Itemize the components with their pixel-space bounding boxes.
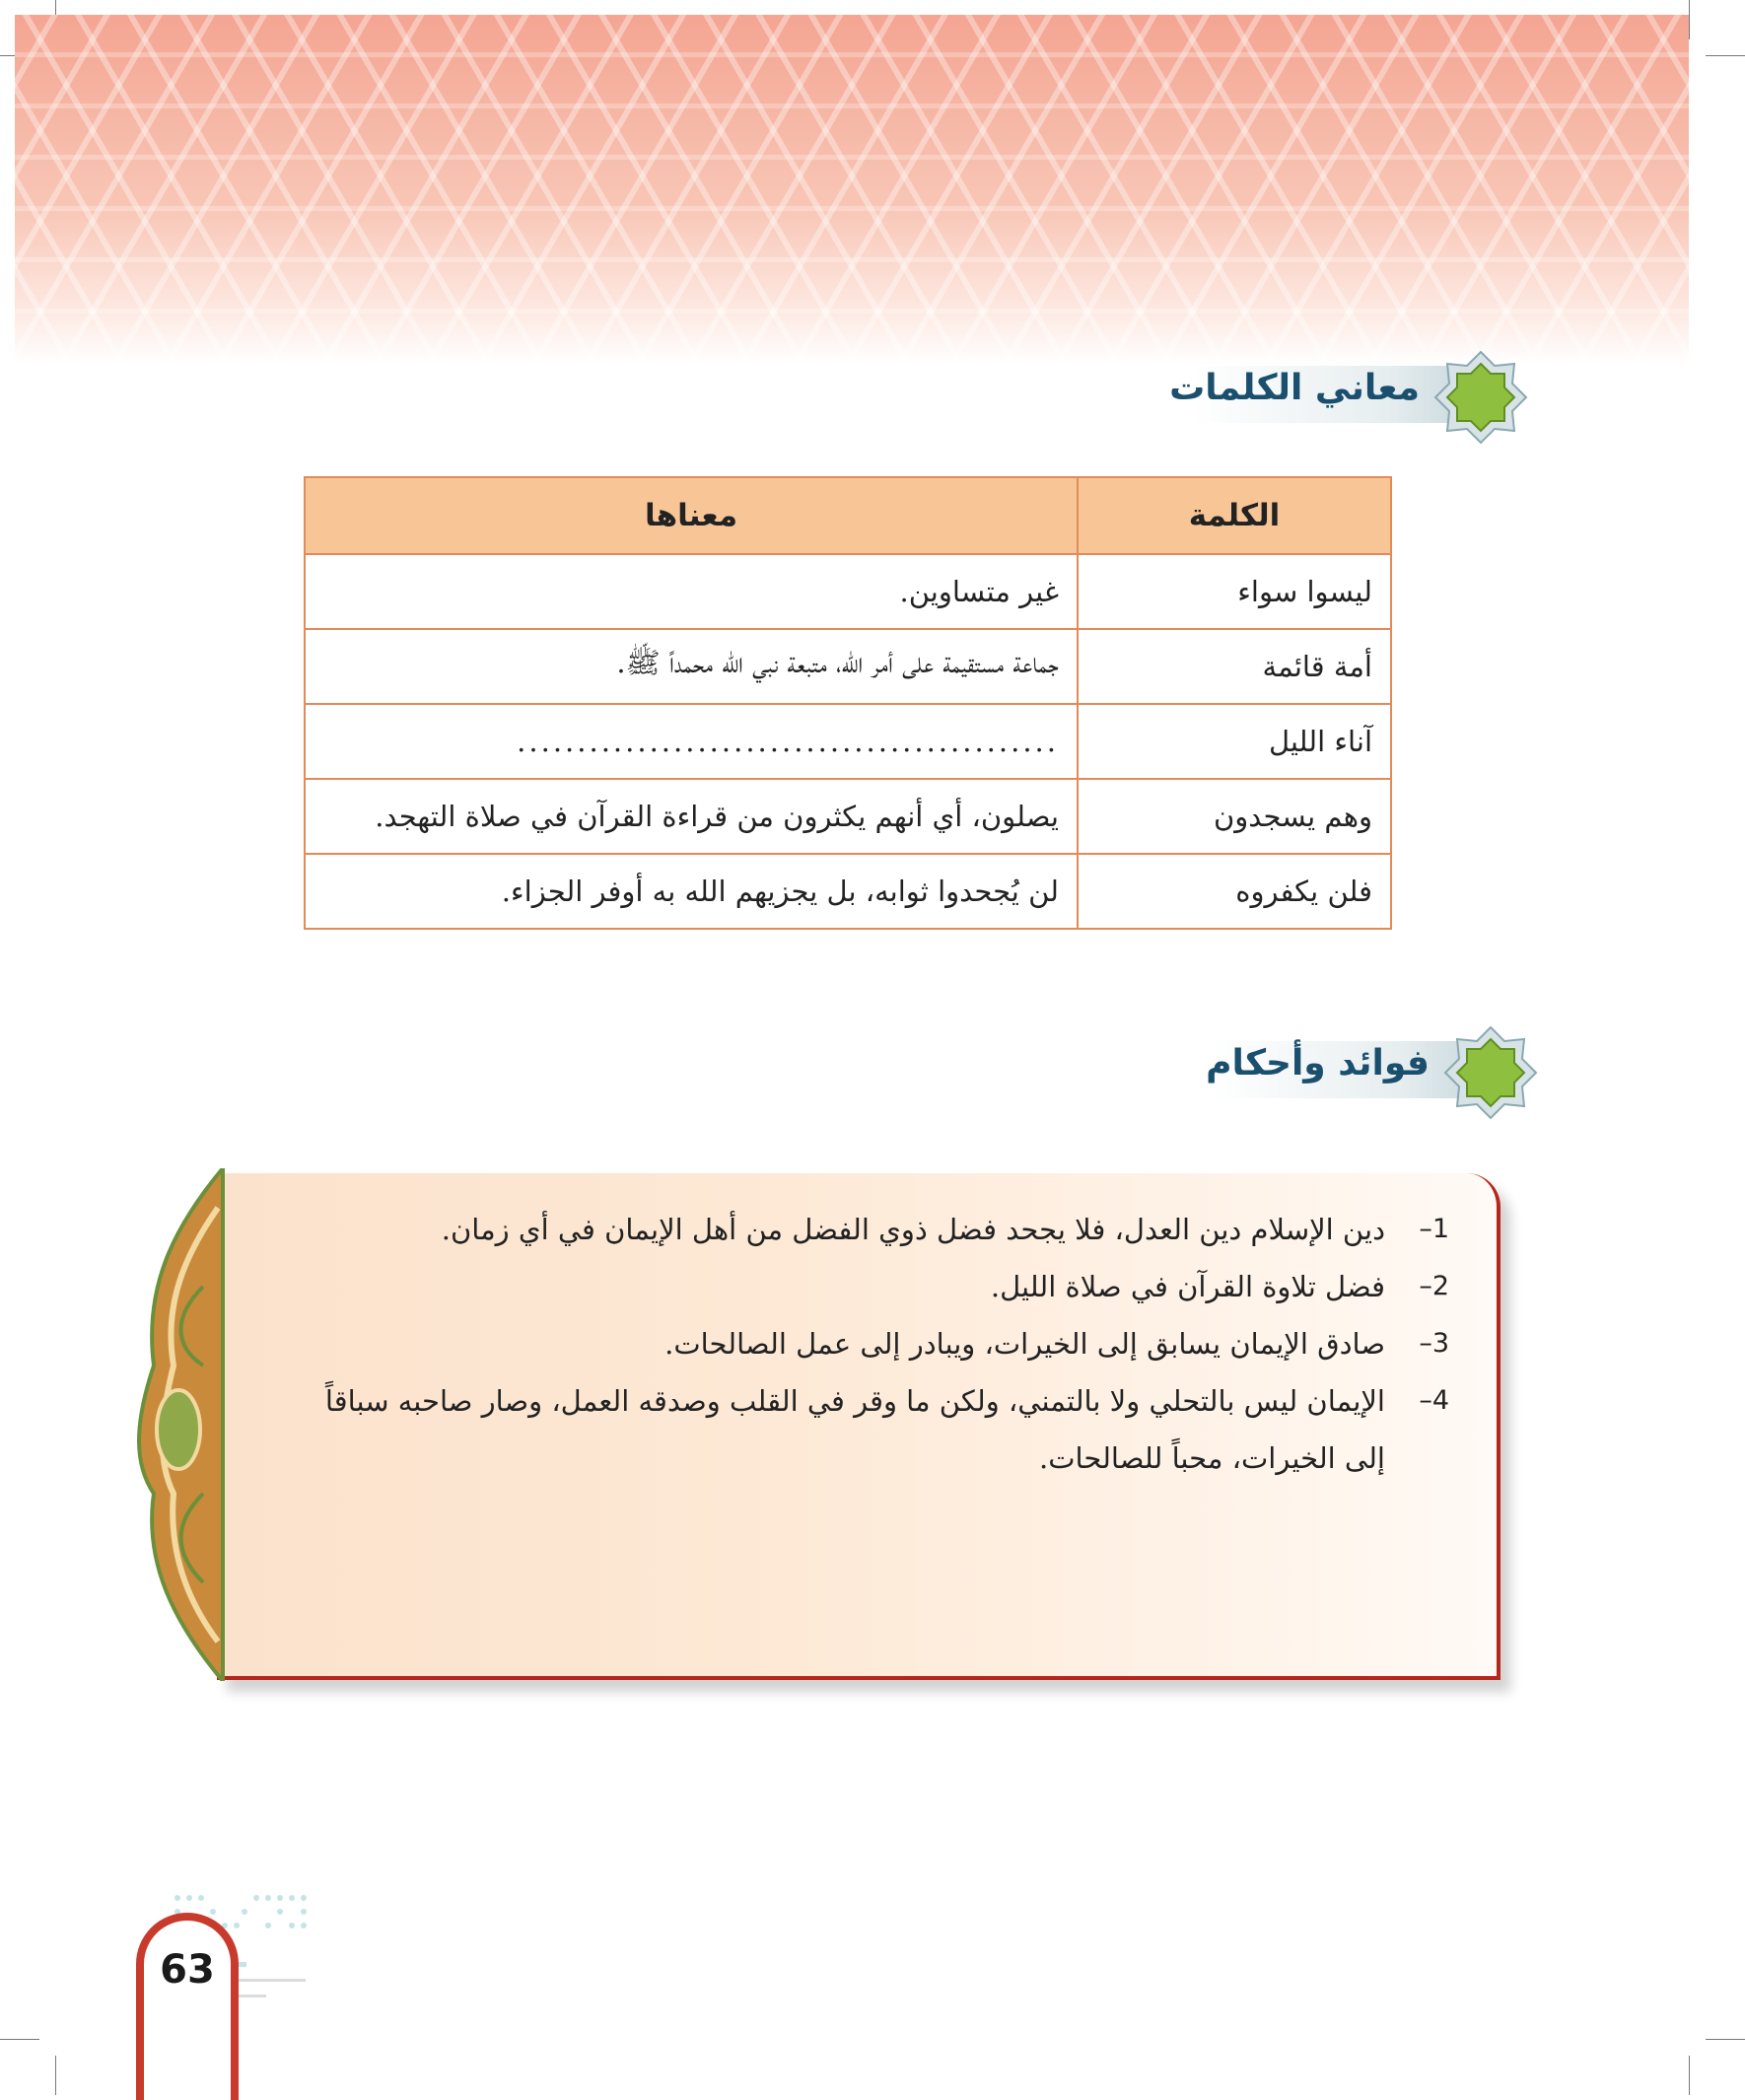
meaning-blank-cell[interactable]: ............................................. — [305, 704, 1078, 779]
word-cell: فلن يكفروه — [1078, 854, 1391, 929]
table-row — [305, 704, 1391, 779]
table-row — [305, 554, 1391, 629]
item-text: الإيمان ليس بالتحلي ولا بالتمني، ولكن ما وقر في القلب وصدقه العمل، وصار صاحبه سباقاً إلى الخيرات، محباً للصالحات. — [324, 1384, 1385, 1475]
vocabulary-table — [304, 476, 1392, 930]
octagon-badge-icon — [1433, 350, 1528, 445]
header-word: الكلمة — [1078, 477, 1391, 554]
item-text: فضل تلاوة القرآن في صلاة الليل. — [990, 1270, 1385, 1303]
list-item — [296, 1201, 1449, 1258]
word-cell: أمة قائمة — [1078, 629, 1391, 704]
page-number-tab — [136, 1913, 239, 2100]
benefits-list — [296, 1201, 1449, 1487]
benefits-heading — [1183, 1025, 1538, 1120]
vocabulary-title: معاني الكلمات — [1169, 368, 1420, 408]
item-number: 3– — [1419, 1328, 1449, 1359]
item-text: دين الإسلام دين العدل، فلا يجحد فضل ذوي الفضل من أهل الإيمان في أي زمان. — [441, 1213, 1385, 1246]
list-item — [296, 1315, 1449, 1372]
crop-mark — [1689, 0, 1690, 39]
list-item — [296, 1372, 1449, 1487]
decorative-header-pattern — [15, 15, 1689, 365]
meaning-cell: لن يُجحدوا ثوابه، بل يجزيهم الله به أوفر الجزاء. — [305, 854, 1078, 929]
item-number: 1– — [1419, 1214, 1449, 1244]
item-number: 4– — [1419, 1385, 1449, 1416]
item-text: صادق الإيمان يسابق إلى الخيرات، ويبادر إلى عمل الصالحات. — [664, 1327, 1385, 1361]
table-row — [305, 779, 1391, 854]
meaning-cell: جماعة مستقيمة على أمر الله، متبعة نبي الله محمداً ﷺ. — [305, 629, 1078, 704]
item-number: 2– — [1419, 1271, 1449, 1301]
vocabulary-heading — [1169, 350, 1528, 445]
word-cell: وهم يسجدون — [1078, 779, 1391, 854]
benefits-title: فوائد وأحكام — [1206, 1043, 1430, 1084]
crop-mark — [1706, 2039, 1745, 2040]
meaning-cell: غير متساوين. — [305, 554, 1078, 629]
page-number: 63 — [160, 1947, 215, 1993]
meaning-cell: يصلون، أي أنهم يكثرون من قراءة القرآن في صلاة التهجد. — [305, 779, 1078, 854]
table-row — [305, 854, 1391, 929]
word-cell: آناء الليل — [1078, 704, 1391, 779]
word-cell: ليسوا سواء — [1078, 554, 1391, 629]
octagon-badge-icon — [1443, 1025, 1538, 1120]
arabesque-ornament-icon — [134, 1168, 233, 1681]
crop-mark — [0, 2039, 39, 2040]
table-row — [305, 629, 1391, 704]
crop-mark — [55, 2056, 56, 2095]
table-header-row — [305, 477, 1391, 554]
crop-mark — [1689, 2056, 1690, 2095]
list-item — [296, 1258, 1449, 1315]
crop-mark — [1706, 55, 1745, 56]
header-meaning: معناها — [305, 477, 1078, 554]
